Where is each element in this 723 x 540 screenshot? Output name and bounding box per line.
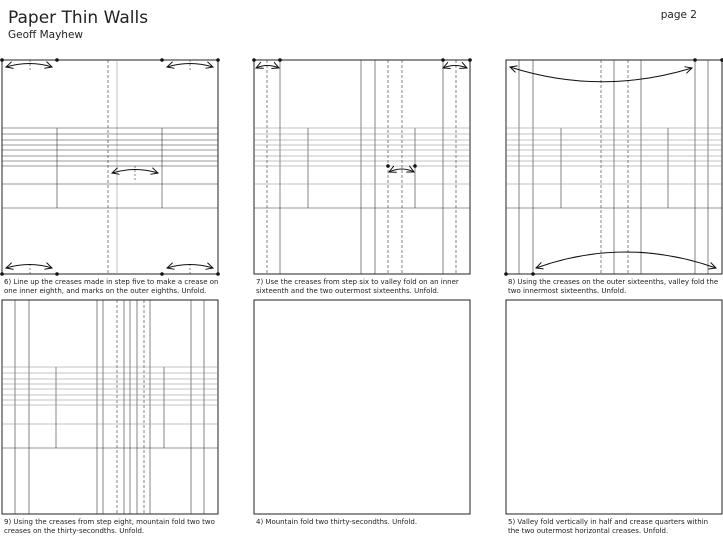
step-8-diagram bbox=[504, 58, 723, 276]
step-6-horizontal-creases bbox=[2, 128, 218, 208]
step-4-diagram bbox=[254, 300, 470, 514]
author-name: Geoff Mayhew bbox=[8, 29, 84, 41]
step-8-arrow bbox=[536, 252, 716, 268]
step-7-point bbox=[441, 58, 445, 62]
step-7-point bbox=[468, 58, 472, 62]
page-title: Paper Thin Walls bbox=[8, 8, 149, 28]
step-8-arrow bbox=[510, 67, 692, 82]
step-8-caption: 8) Using the creases on the outer sixteenths, valley fold the two innermost sixteenths. Unfold. bbox=[508, 278, 719, 295]
step-7-point bbox=[413, 164, 417, 168]
step-6-point bbox=[160, 272, 164, 276]
step-7-point bbox=[252, 58, 256, 62]
step-6-point bbox=[0, 272, 4, 276]
step-6-caption: 6) Line up the creases made in step five to make a crease on one inner eighth, and marks on the outer eighths. Unfold. bbox=[4, 278, 219, 295]
page-number: page 2 bbox=[660, 9, 697, 21]
step-7-arrow bbox=[256, 66, 279, 69]
step-6-point bbox=[55, 58, 59, 62]
step-6-point bbox=[55, 272, 59, 276]
step-5-square bbox=[506, 300, 722, 514]
step-7-arrow bbox=[443, 66, 467, 69]
step-7-point bbox=[386, 164, 390, 168]
step-7-horizontal-creases bbox=[254, 128, 470, 208]
step-6-point bbox=[0, 58, 4, 62]
step-7-point bbox=[278, 58, 282, 62]
step-7-square bbox=[254, 60, 470, 274]
step-8-point bbox=[693, 58, 697, 62]
step-6-point bbox=[160, 58, 164, 62]
step-4-caption: 4) Mountain fold two thirty-secondths. Unfold. bbox=[256, 518, 418, 526]
step-6-arrow bbox=[6, 265, 52, 269]
step-6-arrow bbox=[6, 64, 52, 68]
step-9-caption: 9) Using the creases from step eight, mountain fold two two creases on the thirty-secondths. Unfold. bbox=[4, 518, 215, 535]
step-9-diagram bbox=[2, 300, 218, 514]
step-9-square bbox=[2, 300, 218, 514]
step-7-caption: 7) Use the creases from step six to valley fold on an inner sixteenth and the two outermost sixteenths. Unfold. bbox=[256, 278, 459, 295]
step-8-point bbox=[504, 272, 508, 276]
step-7-diagram bbox=[252, 58, 472, 274]
step-8-point bbox=[531, 272, 535, 276]
step-6-square bbox=[2, 60, 218, 274]
step-5-diagram bbox=[506, 300, 722, 514]
step-6-point bbox=[216, 272, 220, 276]
step-6-point bbox=[216, 58, 220, 62]
step-9-horizontal-creases bbox=[2, 367, 218, 448]
step-6-diagram bbox=[0, 58, 220, 276]
step-4-square bbox=[254, 300, 470, 514]
step-5-caption: 5) Valley fold vertically in half and crease quarters within the two outermost horizontal creases. Unfold. bbox=[508, 518, 709, 535]
step-7-arrow bbox=[389, 169, 414, 172]
